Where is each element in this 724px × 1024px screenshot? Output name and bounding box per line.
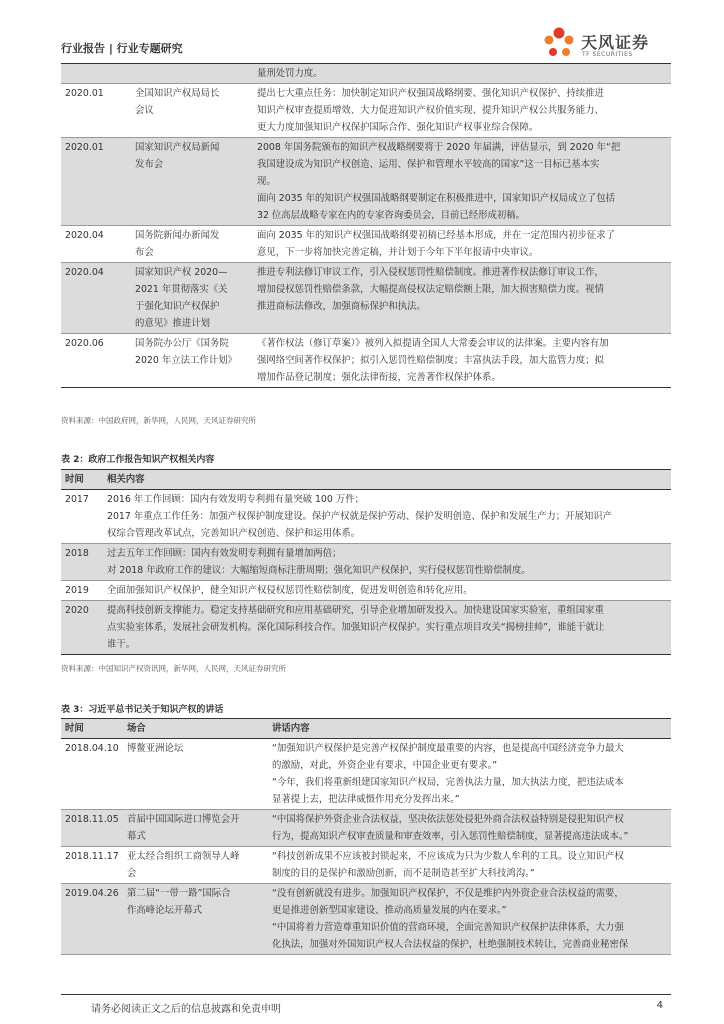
table2-title: 表 2：政府工作报告知识产权相关内容 <box>61 455 215 465</box>
row-content <box>253 226 671 263</box>
table3-header-place: 场合 <box>123 719 268 739</box>
row-source <box>131 138 253 226</box>
cell-line: 意见，下一步将加快完善定稿，并计划于今年下半年报请中央审议。 <box>257 247 539 258</box>
cell-line: 点实验室体系，发展社会研发机构。深化国际科技合作。加强知识产权保护。实行重点项目攻关“揭榜挂帅”，谁能干就让 <box>107 622 605 633</box>
cell-line: 2016 年工作回顾：国内有效发明专利拥有量突破 100 万件； <box>107 494 364 505</box>
table-row <box>61 884 671 955</box>
cell-line: 2008 年国务院颁布的知识产权战略纲要将于 2020 年届满，评估显示，到 2020 年“把 <box>257 142 621 153</box>
table-row <box>61 847 671 884</box>
row-time: 2020.01 <box>61 138 131 226</box>
cell-line: 32 位高层战略专家在内的专家咨询委员会，目前已经形成初稿。 <box>257 210 526 221</box>
cell-line: 博鳌亚洲论坛 <box>127 743 184 754</box>
cell-line: “中国将保护外资企业合法权益，坚决依法惩处侵犯外商合法权益特别是侵犯知识产权 <box>272 814 624 825</box>
row-source <box>131 334 253 388</box>
cell-line: 现。 <box>257 176 276 187</box>
table-row <box>61 64 671 84</box>
row-content <box>253 64 671 84</box>
disclaimer-note: 请务必阅读正文之后的信息披露和免责申明 <box>91 1004 281 1015</box>
row-time: 2020.01 <box>61 84 131 138</box>
row-time: 2020.04 <box>61 226 131 263</box>
table2-source-note: 资料来源：中国知识产权资讯网，新华网，人民网，天风证券研究所 <box>61 664 286 673</box>
row-source <box>131 226 253 263</box>
row-place <box>123 739 268 810</box>
row-content <box>253 138 671 226</box>
cell-line: 更大力度加强知识产权保护国际合作、强化知识产权事业综合保障。 <box>257 122 539 133</box>
row-time: 2018 <box>61 544 103 581</box>
cell-line: 第二届“一带一路”国际合 <box>127 888 231 899</box>
table-row <box>61 810 671 847</box>
table-row <box>61 138 671 226</box>
row-content <box>268 739 671 810</box>
cell-line: 2017 年重点工作任务：加强产权保护制度建设。保护产权就是保护劳动、保护发明创造、保护和发展生产力；开展知识产 <box>107 511 612 522</box>
cell-line: 2021 年贯彻落实《关 <box>135 284 228 295</box>
table-row <box>61 334 671 388</box>
page-footer <box>61 994 671 1014</box>
table-row <box>61 601 671 655</box>
cell-line: 行为，提高知识产权审查质量和审查效率，引入惩罚性赔偿制度，显著提高违法成本。” <box>272 831 629 842</box>
cell-line: 推进商标法修改，加强商标保护和执法。 <box>257 301 426 312</box>
cell-line: 面向 2035 年的知识产权强国战略纲要初稿已经基本形成，并在一定范围内初步征求了 <box>257 230 615 241</box>
row-source <box>131 84 253 138</box>
table-row <box>61 581 671 601</box>
logo-flower-icon <box>541 26 577 62</box>
cell-line: “中国将着力营造尊重知识价值的营商环境，全面完善知识产权保护法律体系，大力强 <box>272 922 624 933</box>
row-content <box>103 544 671 581</box>
cell-line: 更是推进创新型国家建设、推动高质量发展的内在要求。” <box>272 905 507 916</box>
cell-line: 国务院新闻办新闻发 <box>135 230 220 241</box>
table-row <box>61 544 671 581</box>
row-time: 2018.11.05 <box>61 810 123 847</box>
table1-source-note: 资料来源：中国政府网，新华网，人民网，天风证券研究所 <box>61 416 256 425</box>
cell-line: 推进专利法修订审议工作，引入侵权惩罚性赔偿制度。推进著作权法修订审议工作， <box>257 267 604 278</box>
row-time: 2018.11.17 <box>61 847 123 884</box>
cell-line: 我国建设成为知识产权创造、运用、保护和管理水平较高的国家”这一目标已基本实 <box>257 159 600 170</box>
row-content <box>253 84 671 138</box>
row-content <box>103 601 671 655</box>
cell-line: 量刑处罚力度。 <box>257 68 323 79</box>
table2-header-time: 时间 <box>61 470 103 490</box>
row-content <box>268 810 671 847</box>
row-source <box>131 263 253 334</box>
row-content <box>268 884 671 955</box>
company-logo <box>541 26 671 62</box>
page-header <box>61 26 671 64</box>
table-row <box>61 739 671 810</box>
cell-line: 国务院办公厅《国务院 <box>135 338 229 349</box>
row-time: 2018.04.10 <box>61 739 123 810</box>
row-time: 2020 <box>61 601 103 655</box>
cell-line: 于强化知识产权保护 <box>135 301 220 312</box>
ip-policy-table <box>61 64 671 388</box>
cell-line: 会 <box>127 868 137 879</box>
cell-line: 全面加强知识产权保护，健全知识产权侵权惩罚性赔偿制度，促进发明创造和转化应用。 <box>107 585 473 596</box>
table3-title: 表 3：习近平总书记关于知识产权的讲话 <box>61 705 224 715</box>
cell-line: 谁干。 <box>107 639 136 650</box>
cell-line: 《著作权法（修订草案）》被列入拟提请全国人大常委会审议的法律案。主要内容有加 <box>257 338 609 349</box>
table-row <box>61 226 671 263</box>
cell-line: 幕式 <box>127 831 146 842</box>
row-place <box>123 884 268 955</box>
cell-line: 作高峰论坛开幕式 <box>127 905 203 916</box>
cell-line: 权综合管理改革试点，完善知识产权创造、保护和运用体系。 <box>107 528 361 539</box>
row-content <box>103 490 671 544</box>
cell-line: 的激励，对此，外资企业有要求，中国企业更有要求。” <box>272 760 498 771</box>
cell-line: 显著提上去，把法律威慑作用充分发挥出来。” <box>272 794 460 805</box>
row-time: 2017 <box>61 490 103 544</box>
cell-line: 增加作品登记制度；强化法律衔接，完善著作权保护体系。 <box>257 372 501 383</box>
cell-line: 亚太经合组织工商领导人峰 <box>127 851 240 862</box>
page-number: 4 <box>656 1000 663 1011</box>
cell-line: 首届中国国际进口博览会开 <box>127 814 240 825</box>
cell-line: 强网络空间著作权保护；拟引入惩罚性赔偿制度；丰富执法手段，加大监管力度；拟 <box>257 355 604 366</box>
cell-line: 过去五年工作回顾：国内有效发明专利拥有量增加两倍； <box>107 548 342 559</box>
row-content <box>268 847 671 884</box>
table3-header-time: 时间 <box>61 719 123 739</box>
row-time: 2019.04.26 <box>61 884 123 955</box>
row-content <box>103 581 671 601</box>
row-time: 2019 <box>61 581 103 601</box>
gov-report-table <box>61 469 671 655</box>
cell-line: “没有创新就没有进步。加强知识产权保护，不仅是维护内外资企业合法权益的需要， <box>272 888 624 899</box>
row-content <box>253 334 671 388</box>
cell-line: 提出七大重点任务：加快制定知识产权强国战略纲要、强化知识产权保护、持续推进 <box>257 88 604 99</box>
cell-line: 发布会 <box>135 159 164 170</box>
cell-line: 布会 <box>135 247 154 258</box>
row-place <box>123 810 268 847</box>
cell-line: 化执法，加强对外国知识产权人合法权益的保护，杜绝强制技术转让，完善商业秘密保 <box>272 939 629 950</box>
cell-line: 2020 年立法工作计划》 <box>135 355 237 366</box>
cell-line: 增加侵权惩罚性赔偿条款，大幅提高侵权法定赔偿额上限，加大损害赔偿力度。视情 <box>257 284 604 295</box>
row-content <box>253 263 671 334</box>
cell-line: 的意见》推进计划 <box>135 318 211 329</box>
logo-subtitle: TF SECURITIES <box>582 51 633 58</box>
table-row <box>61 490 671 544</box>
cell-line: 提高科技创新支撑能力。稳定支持基础研究和应用基础研究，引导企业增加研发投入。加快建设国家实验室，重组国家重 <box>107 605 604 616</box>
table2-header-content: 相关内容 <box>103 470 671 490</box>
cell-line: 知识产权审查提质增效、大力促进知识产权价值实现、提升知识产权公共服务能力、 <box>257 105 604 116</box>
cell-line: 国家知识产权 2020— <box>135 267 228 278</box>
table-row <box>61 263 671 334</box>
table-row <box>61 84 671 138</box>
cell-line: 会议 <box>135 105 154 116</box>
cell-line: “今年，我们将重新组建国家知识产权局，完善执法力量，加大执法力度，把违法成本 <box>272 777 624 788</box>
row-place <box>123 847 268 884</box>
row-source <box>131 64 253 84</box>
cell-line: “加强知识产权保护是完善产权保护制度最重要的内容，也是提高中国经济竞争力最大 <box>272 743 624 754</box>
cell-line: 全国知识产权局局长 <box>135 88 220 99</box>
table3-header-content: 讲话内容 <box>268 719 671 739</box>
cell-line: “科技创新成果不应该被封锁起来，不应该成为只为少数人牟利的工具。设立知识产权 <box>272 851 624 862</box>
report-category: 行业报告 | 行业专题研究 <box>61 42 183 55</box>
row-time: 2020.06 <box>61 334 131 388</box>
cell-line: 面向 2035 年的知识产权强国战略纲要制定在积极推进中，国家知识产权局成立了包括 <box>257 193 615 204</box>
cell-line: 制度的目的是保护和激励创新，而不是制造甚至扩大科技鸿沟。” <box>272 868 535 879</box>
cell-line: 对 2018 年政府工作的建议：大幅缩短商标注册周期；强化知识产权保护，实行侵权惩罚性赔偿制度。 <box>107 565 531 576</box>
cell-line: 国家知识产权局新闻 <box>135 142 220 153</box>
row-time: 2020.04 <box>61 263 131 334</box>
row-time <box>61 64 131 84</box>
speech-table <box>61 718 671 955</box>
logo-name: 天风证券 <box>581 33 650 52</box>
